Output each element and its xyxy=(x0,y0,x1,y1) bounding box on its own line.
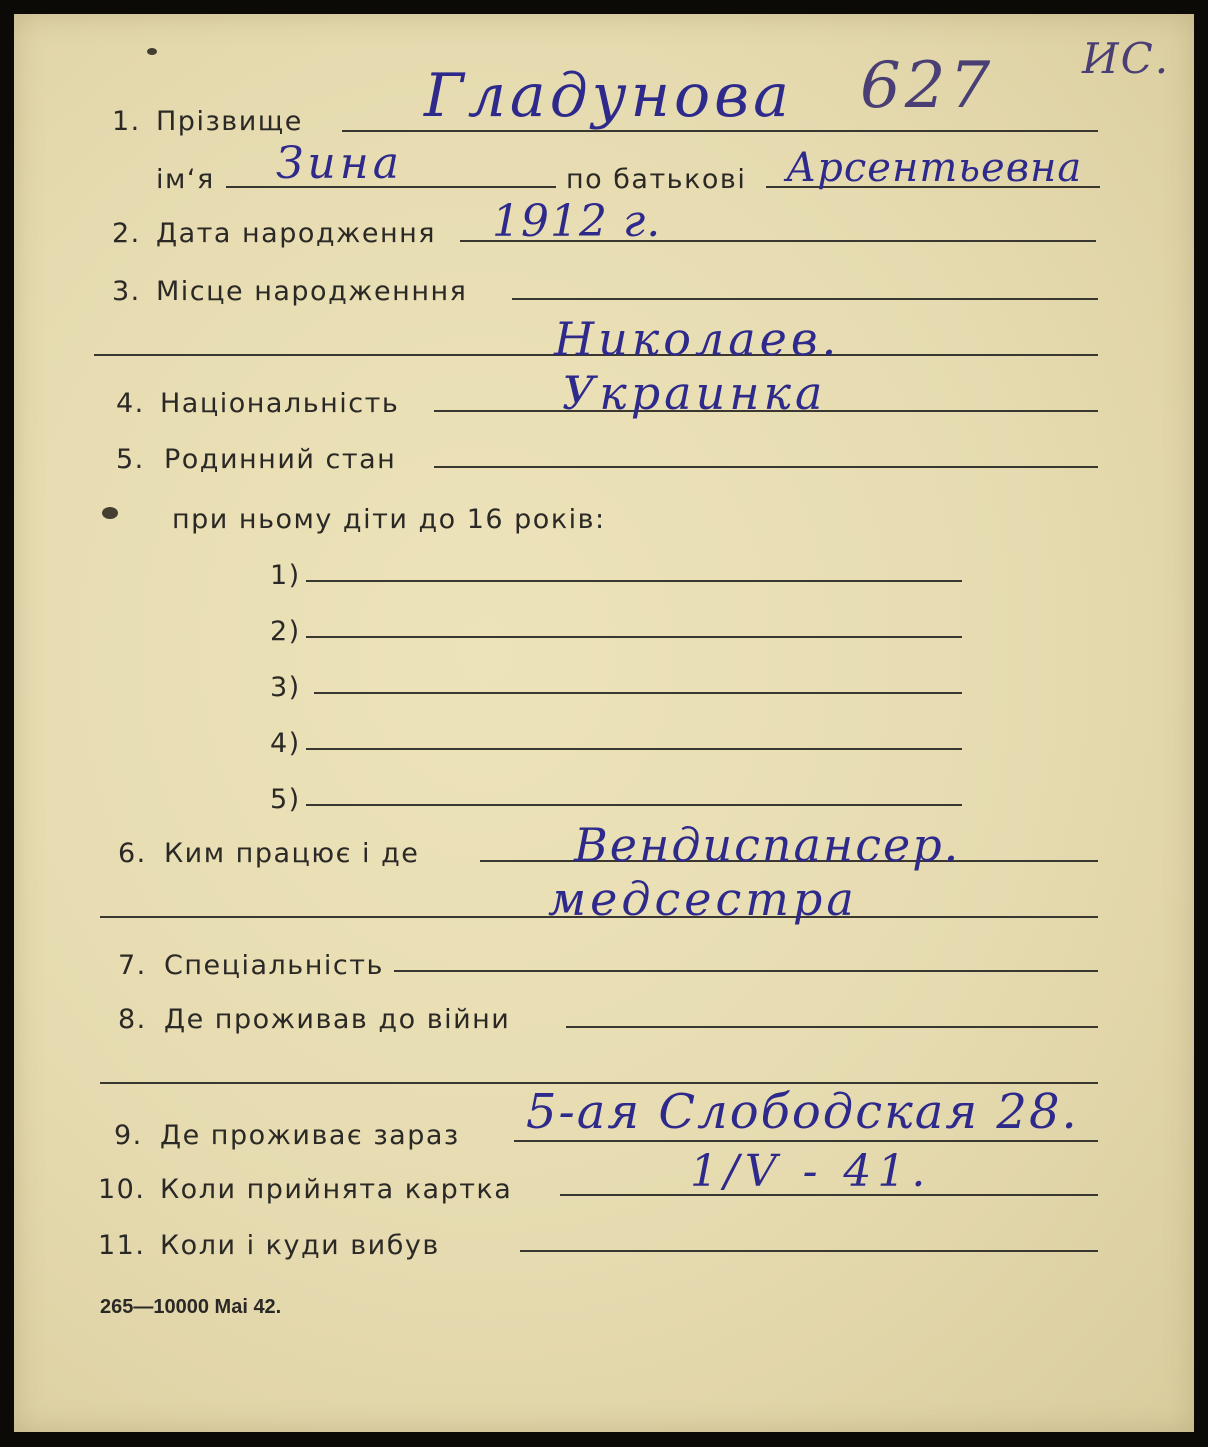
children-label: при ньому діти до 16 років: xyxy=(172,504,606,535)
occupation-value-line2: медсестра xyxy=(548,872,858,926)
birth-place-value: Николаев. xyxy=(554,312,841,366)
nationality-value: Украинка xyxy=(562,366,827,420)
departure-label: Коли і куди вибув xyxy=(160,1230,440,1261)
surname-value: Гладунова xyxy=(424,61,793,131)
current-residence-value: 5-ая Слободская 28. xyxy=(526,1084,1079,1140)
field-number: 2. xyxy=(112,218,141,249)
child-item-line xyxy=(306,748,962,750)
patronymic-value: Арсентьевна xyxy=(786,145,1083,191)
field-number: 9. xyxy=(114,1120,143,1151)
departure-line xyxy=(520,1250,1098,1252)
patronymic-label: по батькові xyxy=(566,164,747,195)
specialty-label: Спеціальність xyxy=(164,950,384,981)
child-item-line xyxy=(314,692,962,694)
child-item-label: 1) xyxy=(270,560,301,591)
birth-place-label: Місце народженння xyxy=(156,276,468,307)
field-number: 3. xyxy=(112,276,141,307)
field-number: 8. xyxy=(118,1004,147,1035)
first-name-value: Зина xyxy=(276,138,403,189)
child-item-label: 2) xyxy=(270,616,301,647)
card-accepted-value: 1/V - 41. xyxy=(690,1146,932,1197)
specialty-line xyxy=(394,970,1098,972)
field-number: 5. xyxy=(116,444,145,475)
child-item-label: 5) xyxy=(270,784,301,815)
child-item-label: 4) xyxy=(270,728,301,759)
surname-label: Прізвище xyxy=(156,106,303,137)
child-item-label: 3) xyxy=(270,672,301,703)
field-number: 10. xyxy=(98,1174,146,1205)
field-number: 7. xyxy=(118,950,147,981)
current-residence-line xyxy=(514,1140,1098,1142)
annotation-number: 627 xyxy=(860,49,995,123)
first-name-label: ім‘я xyxy=(156,164,215,195)
occupation-label: Ким працює і де xyxy=(164,838,420,869)
birth-place-line xyxy=(512,298,1098,300)
annotation-initials: ИС. xyxy=(1082,34,1171,83)
child-item-line xyxy=(306,580,962,582)
occupation-value-line1: Вендиспансер. xyxy=(574,818,961,872)
card-accepted-label: Коли прийнята картка xyxy=(160,1174,513,1205)
registration-card xyxy=(14,14,1194,1432)
field-number: 1. xyxy=(112,106,141,137)
prewar-residence-line xyxy=(566,1026,1098,1028)
birth-date-value: 1912 г. xyxy=(492,196,662,247)
nationality-label: Національність xyxy=(160,388,400,419)
field-number: 6. xyxy=(118,838,147,869)
field-number: 11. xyxy=(98,1230,146,1261)
marital-status-label: Родинний стан xyxy=(164,444,397,475)
prewar-residence-label: Де проживав до війни xyxy=(164,1004,511,1035)
child-item-line xyxy=(306,636,962,638)
punch-hole xyxy=(147,48,157,55)
field-number: 4. xyxy=(116,388,145,419)
print-code: 265—10000 Mai 42. xyxy=(100,1296,282,1318)
child-item-line xyxy=(306,804,962,806)
marital-status-line xyxy=(434,466,1098,468)
current-residence-label: Де проживає зараз xyxy=(160,1120,460,1151)
punch-hole xyxy=(102,507,118,519)
birth-date-label: Дата народження xyxy=(156,218,437,249)
